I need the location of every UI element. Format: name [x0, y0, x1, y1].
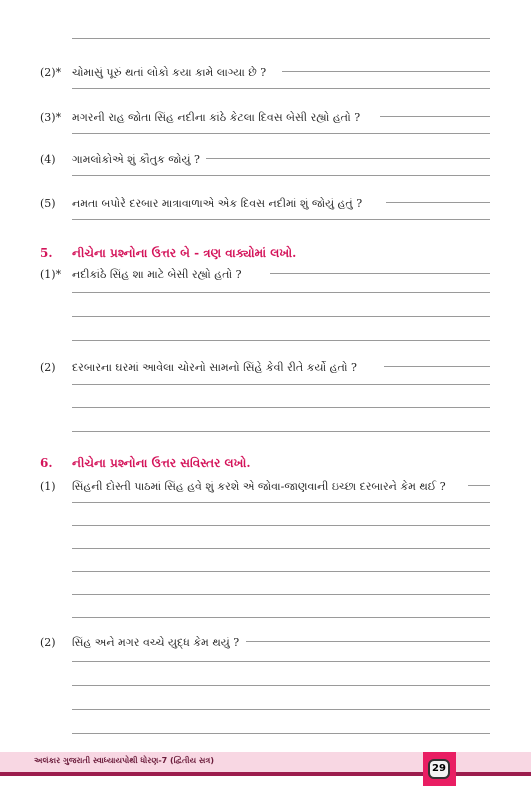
answer-line: [72, 733, 490, 734]
question-text: નદીકાંઠે સિંહ શા માટે બેસી રહ્યો હતો ?: [72, 268, 242, 281]
question-text: સિંહ અને મગર વચ્ચે યુદ્ધ કેમ થયું ?: [72, 636, 240, 649]
question-number: (2)*: [40, 66, 62, 79]
section-title: નીચેના પ્રશ્નોના ઉત્તર બે - ત્રણ વાક્યોમાં લખો.: [72, 246, 297, 260]
answer-line: [72, 617, 490, 618]
question-text: ચોમાસું પૂરું થતાં લોકો કયા કામે લાગ્યા છે ?: [72, 66, 267, 79]
section-number: 6.: [40, 456, 53, 470]
question-number: (2): [40, 361, 56, 374]
answer-line: [72, 175, 490, 176]
answer-line: [72, 661, 490, 662]
answer-line: [72, 407, 490, 408]
answer-line: [468, 485, 490, 486]
question-text: દરબારના ઘરમાં આવેલા ચોરનો સામનો સિંહે કેવી રીતે કર્યો હતો ?: [72, 361, 357, 374]
question-number: (1)*: [40, 268, 62, 281]
answer-line: [72, 548, 490, 549]
answer-line: [72, 340, 490, 341]
question-number: (4): [40, 153, 56, 166]
answer-line: [246, 641, 490, 642]
answer-line: [72, 316, 490, 317]
answer-line: [72, 571, 490, 572]
answer-line: [72, 133, 490, 134]
question-number: (1): [40, 480, 56, 493]
answer-line: [282, 71, 490, 72]
question-number: (5): [40, 197, 56, 210]
section-number: 5.: [40, 246, 53, 260]
answer-line: [72, 88, 490, 89]
book-title: અલંકાર ગુજરાતી સ્વાધ્યાયપોથી ધોરણ-7 (દ્વિતીય સત્ર): [34, 756, 214, 765]
question-text: સિંહની દોસ્તી પાઠમાં સિંહ હવે શું કરશે એ જોવા-જાણવાની ઇચ્છા દરબારને કેમ થઈ ?: [72, 480, 446, 493]
answer-line: [72, 594, 490, 595]
question-number: (2): [40, 636, 56, 649]
answer-line: [384, 366, 490, 367]
answer-line: [72, 709, 490, 710]
answer-line: [72, 525, 490, 526]
answer-line: [72, 431, 490, 432]
answer-line: [270, 273, 490, 274]
page-number: 29: [428, 759, 450, 779]
answer-line: [72, 219, 490, 220]
answer-line: [72, 38, 490, 39]
question-number: (3)*: [40, 111, 62, 124]
answer-line: [72, 502, 490, 503]
section-title: નીચેના પ્રશ્નોના ઉત્તર સવિસ્તર લખો.: [72, 456, 251, 470]
answer-line: [72, 384, 490, 385]
answer-line: [206, 158, 490, 159]
answer-line: [72, 292, 490, 293]
question-text: ગામલોકોએ શું કૌતુક જોયું ?: [72, 153, 200, 166]
answer-line: [380, 116, 490, 117]
question-text: મગરની રાહ જોતા સિંહ નદીના કાંઠે કેટલા દિવસ બેસી રહ્યો હતો ?: [72, 111, 361, 124]
footer-rule-left: [0, 772, 423, 776]
footer-rule-right: [456, 772, 531, 776]
question-text: નમતા બપોરે દરબાર માત્રાવાળાએ એક દિવસ નદીમાં શું જોયું હતું ?: [72, 197, 363, 210]
answer-line: [386, 202, 490, 203]
answer-line: [72, 685, 490, 686]
